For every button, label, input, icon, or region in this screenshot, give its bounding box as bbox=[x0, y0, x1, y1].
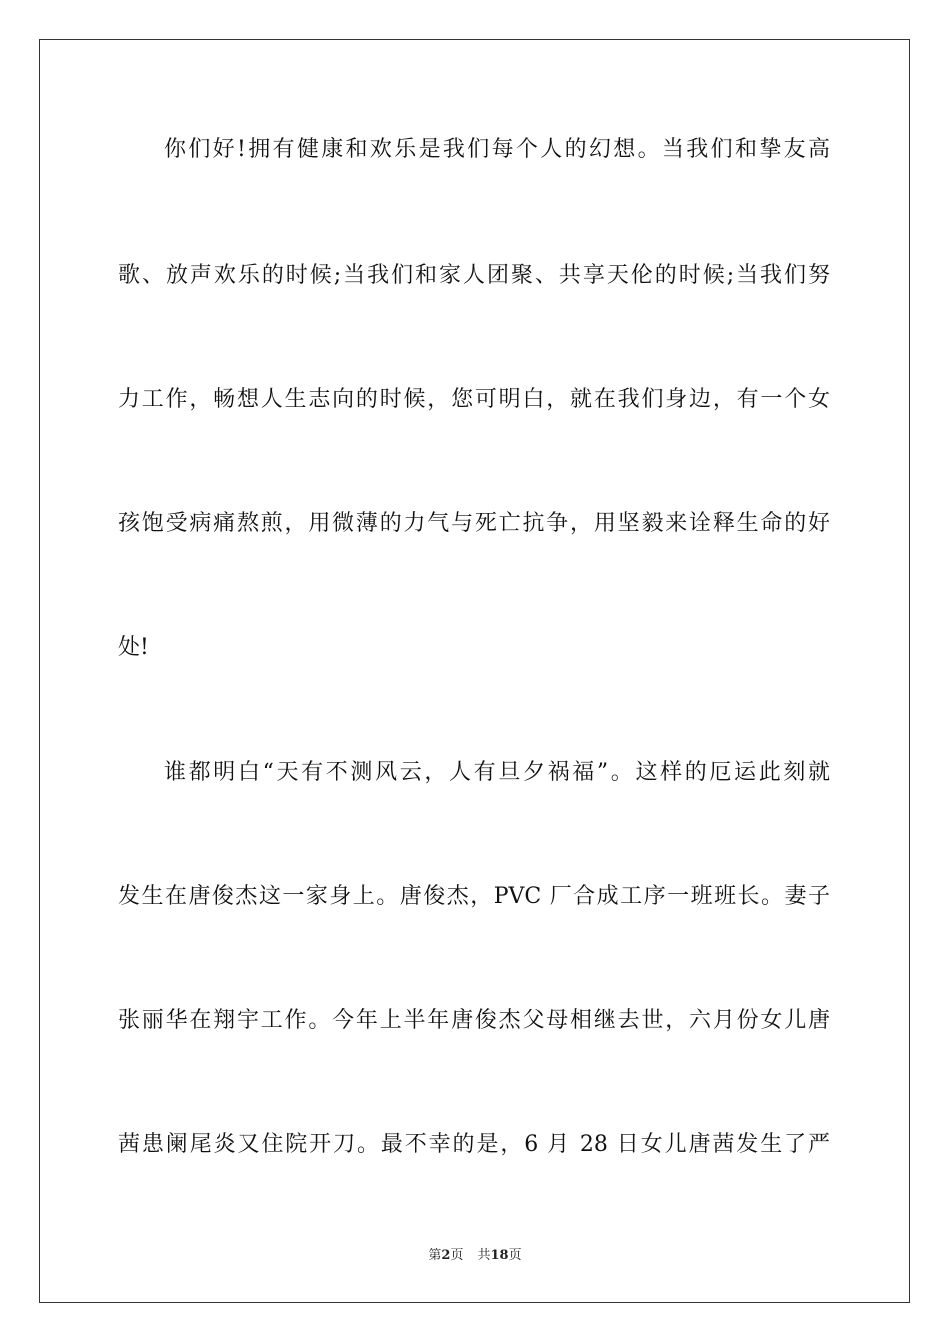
paragraph-1-line-3: 力工作，畅想人生志向的时候，您可明白，就在我们身边，有一个女 bbox=[118, 387, 830, 412]
paragraph-1-line-5: 处! bbox=[118, 635, 149, 660]
paragraph-1-line-4: 孩饱受病痛熬煎，用微薄的力气与死亡抗争，用坚毅来诠释生命的好 bbox=[118, 511, 830, 536]
page-number-label: 第2页 bbox=[428, 1248, 464, 1263]
paragraph-1-line-1: 你们好!拥有健康和欢乐是我们每个人的幻想。当我们和挚友高 bbox=[164, 137, 830, 162]
paragraph-2-line-2: 发生在唐俊杰这一家身上。唐俊杰，PVC 厂合成工序一班班长。妻子 bbox=[118, 884, 830, 909]
paragraph-2-line-4: 茜患阑尾炎又住院开刀。最不幸的是，6 月 28 日女儿唐茜发生了严 bbox=[118, 1132, 830, 1157]
paragraph-1-line-2: 歌、放声欢乐的时候;当我们和家人团聚、共享天伦的时候;当我们努 bbox=[118, 263, 830, 288]
total-pages-label: 共18页 bbox=[477, 1248, 522, 1263]
page-footer bbox=[0, 1247, 950, 1265]
paragraph-2-line-3: 张丽华在翔宇工作。今年上半年唐俊杰父母相继去世，六月份女儿唐 bbox=[118, 1008, 830, 1033]
page-border bbox=[39, 39, 910, 1303]
paragraph-2-line-1: 谁都明白“天有不测风云，人有旦夕祸福”。这样的厄运此刻就 bbox=[164, 760, 830, 785]
